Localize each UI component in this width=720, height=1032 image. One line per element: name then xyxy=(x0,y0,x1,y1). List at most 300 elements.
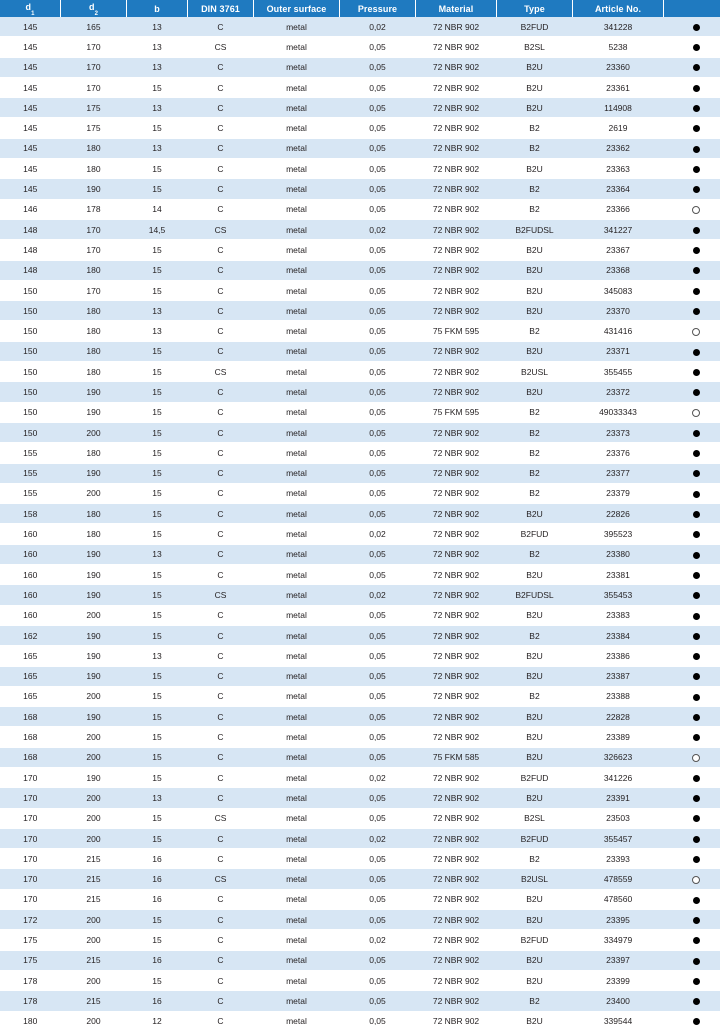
cell-outer-surface: metal xyxy=(254,869,340,889)
cell-din-3761: C xyxy=(188,991,254,1011)
cell-d1: 150 xyxy=(0,422,61,442)
cell-d1: 145 xyxy=(0,37,61,57)
cell-pressure: 0,05 xyxy=(340,747,416,767)
cell-din-3761: C xyxy=(188,504,254,524)
cell-article-no: 23503 xyxy=(573,808,664,828)
table-row xyxy=(0,970,720,990)
table-row xyxy=(0,1011,720,1031)
cell-d2: 215 xyxy=(61,849,127,869)
cell-d1: 162 xyxy=(0,625,61,645)
cell-material: 72 NBR 902 xyxy=(416,260,497,280)
cell-d1: 145 xyxy=(0,118,61,138)
cell-type: B2U xyxy=(497,889,573,909)
availability-hollow-icon xyxy=(692,409,700,417)
cell-pressure: 0,05 xyxy=(340,970,416,990)
cell-d2: 190 xyxy=(61,382,127,402)
cell-d1: 150 xyxy=(0,280,61,300)
cell-b: 15 xyxy=(127,240,188,260)
availability-filled-icon xyxy=(693,125,700,132)
availability-filled-icon xyxy=(693,998,700,1005)
cell-b: 15 xyxy=(127,504,188,524)
cell-outer-surface: metal xyxy=(254,625,340,645)
table-row xyxy=(0,118,720,138)
cell-article-no: 23395 xyxy=(573,910,664,930)
cell-outer-surface: metal xyxy=(254,219,340,239)
availability-filled-icon xyxy=(693,613,700,620)
cell-availability xyxy=(664,504,720,524)
cell-b: 15 xyxy=(127,382,188,402)
cell-din-3761: CS xyxy=(188,869,254,889)
cell-type: B2FUD xyxy=(497,524,573,544)
cell-outer-surface: metal xyxy=(254,138,340,158)
cell-outer-surface: metal xyxy=(254,727,340,747)
cell-availability xyxy=(664,828,720,848)
cell-d1: 170 xyxy=(0,828,61,848)
cell-material: 72 NBR 902 xyxy=(416,219,497,239)
availability-filled-icon xyxy=(693,166,700,173)
cell-material: 72 NBR 902 xyxy=(416,788,497,808)
cell-b: 15 xyxy=(127,159,188,179)
cell-b: 15 xyxy=(127,524,188,544)
cell-availability xyxy=(664,98,720,118)
cell-pressure: 0,02 xyxy=(340,828,416,848)
cell-pressure: 0,05 xyxy=(340,910,416,930)
cell-b: 15 xyxy=(127,930,188,950)
cell-material: 72 NBR 902 xyxy=(416,686,497,706)
cell-availability xyxy=(664,159,720,179)
cell-article-no: 23376 xyxy=(573,443,664,463)
cell-outer-surface: metal xyxy=(254,1011,340,1031)
cell-b: 15 xyxy=(127,970,188,990)
cell-din-3761: C xyxy=(188,443,254,463)
cell-article-no: 5238 xyxy=(573,37,664,57)
availability-filled-icon xyxy=(693,369,700,376)
cell-d1: 168 xyxy=(0,707,61,727)
cell-outer-surface: metal xyxy=(254,646,340,666)
cell-availability xyxy=(664,646,720,666)
cell-article-no: 326623 xyxy=(573,747,664,767)
cell-din-3761: C xyxy=(188,199,254,219)
cell-din-3761: C xyxy=(188,463,254,483)
cell-din-3761: C xyxy=(188,138,254,158)
cell-availability xyxy=(664,808,720,828)
cell-availability xyxy=(664,1011,720,1031)
cell-article-no: 23373 xyxy=(573,422,664,442)
availability-filled-icon xyxy=(693,247,700,254)
cell-d1: 180 xyxy=(0,1011,61,1031)
cell-din-3761: C xyxy=(188,646,254,666)
cell-availability xyxy=(664,341,720,361)
cell-d1: 158 xyxy=(0,504,61,524)
table-row xyxy=(0,504,720,524)
cell-material: 72 NBR 902 xyxy=(416,889,497,909)
cell-availability xyxy=(664,889,720,909)
cell-d1: 145 xyxy=(0,159,61,179)
cell-pressure: 0,05 xyxy=(340,280,416,300)
cell-b: 15 xyxy=(127,747,188,767)
cell-d1: 170 xyxy=(0,767,61,787)
column-header-d1: $d_1$ xyxy=(0,0,61,17)
cell-type: B2 xyxy=(497,422,573,442)
cell-d2: 190 xyxy=(61,544,127,564)
cell-din-3761: C xyxy=(188,98,254,118)
cell-d2: 200 xyxy=(61,422,127,442)
cell-d2: 200 xyxy=(61,483,127,503)
cell-article-no: 23397 xyxy=(573,950,664,970)
cell-material: 72 NBR 902 xyxy=(416,565,497,585)
cell-d2: 190 xyxy=(61,625,127,645)
cell-article-no: 23391 xyxy=(573,788,664,808)
column-header-material: Material xyxy=(416,0,497,17)
availability-filled-icon xyxy=(693,186,700,193)
cell-d1: 170 xyxy=(0,889,61,909)
cell-d2: 200 xyxy=(61,828,127,848)
cell-din-3761: C xyxy=(188,483,254,503)
cell-din-3761: C xyxy=(188,240,254,260)
cell-b: 15 xyxy=(127,362,188,382)
cell-din-3761: C xyxy=(188,57,254,77)
table-row xyxy=(0,422,720,442)
cell-b: 15 xyxy=(127,565,188,585)
cell-type: B2U xyxy=(497,970,573,990)
column-header-pressure: Pressure xyxy=(340,0,416,17)
availability-filled-icon xyxy=(693,470,700,477)
cell-b: 15 xyxy=(127,443,188,463)
column-header-b: b xyxy=(127,0,188,17)
cell-pressure: 0,05 xyxy=(340,1011,416,1031)
cell-d2: 190 xyxy=(61,585,127,605)
cell-material: 72 NBR 902 xyxy=(416,646,497,666)
cell-article-no: 22828 xyxy=(573,707,664,727)
cell-type: B2 xyxy=(497,199,573,219)
cell-availability xyxy=(664,666,720,686)
cell-d2: 170 xyxy=(61,219,127,239)
table-row xyxy=(0,321,720,341)
cell-type: B2U xyxy=(497,301,573,321)
cell-material: 75 FKM 595 xyxy=(416,321,497,341)
cell-b: 15 xyxy=(127,666,188,686)
cell-din-3761: C xyxy=(188,970,254,990)
cell-din-3761: C xyxy=(188,524,254,544)
availability-filled-icon xyxy=(693,734,700,741)
cell-article-no: 23384 xyxy=(573,625,664,645)
cell-d2: 190 xyxy=(61,707,127,727)
cell-b: 15 xyxy=(127,422,188,442)
cell-outer-surface: metal xyxy=(254,930,340,950)
cell-material: 72 NBR 902 xyxy=(416,17,497,37)
table-row xyxy=(0,37,720,57)
cell-pressure: 0,05 xyxy=(340,869,416,889)
cell-pressure: 0,05 xyxy=(340,889,416,909)
table-row xyxy=(0,707,720,727)
cell-b: 15 xyxy=(127,686,188,706)
table-row xyxy=(0,341,720,361)
cell-d2: 180 xyxy=(61,159,127,179)
cell-outer-surface: metal xyxy=(254,849,340,869)
cell-availability xyxy=(664,849,720,869)
table-header-row xyxy=(0,0,720,17)
cell-d2: 215 xyxy=(61,950,127,970)
cell-outer-surface: metal xyxy=(254,686,340,706)
cell-pressure: 0,02 xyxy=(340,767,416,787)
cell-d1: 170 xyxy=(0,788,61,808)
cell-pressure: 0,05 xyxy=(340,77,416,97)
cell-material: 72 NBR 902 xyxy=(416,199,497,219)
cell-availability xyxy=(664,727,720,747)
table-row xyxy=(0,849,720,869)
cell-b: 15 xyxy=(127,605,188,625)
cell-material: 72 NBR 902 xyxy=(416,159,497,179)
cell-d1: 178 xyxy=(0,991,61,1011)
cell-article-no: 23364 xyxy=(573,179,664,199)
cell-d1: 145 xyxy=(0,179,61,199)
cell-article-no: 23360 xyxy=(573,57,664,77)
cell-d1: 148 xyxy=(0,219,61,239)
cell-type: B2 xyxy=(497,402,573,422)
cell-outer-surface: metal xyxy=(254,565,340,585)
cell-b: 15 xyxy=(127,341,188,361)
cell-d2: 215 xyxy=(61,869,127,889)
table-row xyxy=(0,199,720,219)
cell-outer-surface: metal xyxy=(254,260,340,280)
cell-availability xyxy=(664,910,720,930)
cell-outer-surface: metal xyxy=(254,483,340,503)
cell-availability xyxy=(664,118,720,138)
cell-type: B2FUD xyxy=(497,767,573,787)
cell-din-3761: C xyxy=(188,159,254,179)
cell-d1: 150 xyxy=(0,402,61,422)
cell-article-no: 23383 xyxy=(573,605,664,625)
cell-article-no: 23370 xyxy=(573,301,664,321)
table-row xyxy=(0,219,720,239)
cell-pressure: 0,05 xyxy=(340,666,416,686)
cell-outer-surface: metal xyxy=(254,382,340,402)
cell-pressure: 0,05 xyxy=(340,463,416,483)
cell-b: 15 xyxy=(127,402,188,422)
cell-type: B2U xyxy=(497,57,573,77)
table-row xyxy=(0,17,720,37)
availability-filled-icon xyxy=(693,389,700,396)
table-body xyxy=(0,17,720,1031)
availability-filled-icon xyxy=(693,795,700,802)
cell-outer-surface: metal xyxy=(254,422,340,442)
cell-b: 15 xyxy=(127,585,188,605)
availability-filled-icon xyxy=(693,267,700,274)
cell-material: 72 NBR 902 xyxy=(416,767,497,787)
cell-availability xyxy=(664,57,720,77)
cell-din-3761: C xyxy=(188,788,254,808)
cell-outer-surface: metal xyxy=(254,585,340,605)
column-header-availability xyxy=(664,0,720,17)
cell-outer-surface: metal xyxy=(254,321,340,341)
cell-pressure: 0,05 xyxy=(340,849,416,869)
cell-d1: 165 xyxy=(0,666,61,686)
cell-pressure: 0,05 xyxy=(340,240,416,260)
cell-pressure: 0,05 xyxy=(340,138,416,158)
cell-pressure: 0,05 xyxy=(340,565,416,585)
cell-article-no: 23389 xyxy=(573,727,664,747)
cell-b: 15 xyxy=(127,260,188,280)
cell-b: 14,5 xyxy=(127,219,188,239)
cell-b: 15 xyxy=(127,483,188,503)
cell-b: 13 xyxy=(127,321,188,341)
availability-filled-icon xyxy=(693,592,700,599)
cell-pressure: 0,02 xyxy=(340,524,416,544)
cell-din-3761: C xyxy=(188,727,254,747)
cell-outer-surface: metal xyxy=(254,57,340,77)
cell-article-no: 23377 xyxy=(573,463,664,483)
cell-type: B2U xyxy=(497,950,573,970)
availability-filled-icon xyxy=(693,146,700,153)
cell-type: B2U xyxy=(497,1011,573,1031)
cell-din-3761: C xyxy=(188,301,254,321)
cell-article-no: 355455 xyxy=(573,362,664,382)
cell-d1: 175 xyxy=(0,950,61,970)
availability-filled-icon xyxy=(693,653,700,660)
cell-b: 16 xyxy=(127,849,188,869)
cell-d1: 150 xyxy=(0,362,61,382)
cell-article-no: 341226 xyxy=(573,767,664,787)
cell-din-3761: C xyxy=(188,686,254,706)
cell-availability xyxy=(664,950,720,970)
table-row xyxy=(0,98,720,118)
cell-d1: 168 xyxy=(0,747,61,767)
cell-type: B2FUDSL xyxy=(497,585,573,605)
cell-type: B2FUD xyxy=(497,930,573,950)
cell-din-3761: C xyxy=(188,402,254,422)
cell-b: 13 xyxy=(127,544,188,564)
cell-material: 75 FKM 585 xyxy=(416,747,497,767)
cell-d2: 200 xyxy=(61,686,127,706)
cell-din-3761: C xyxy=(188,17,254,37)
cell-availability xyxy=(664,443,720,463)
cell-article-no: 23388 xyxy=(573,686,664,706)
cell-type: B2 xyxy=(497,483,573,503)
cell-article-no: 341227 xyxy=(573,219,664,239)
cell-d1: 160 xyxy=(0,605,61,625)
cell-material: 72 NBR 902 xyxy=(416,483,497,503)
cell-material: 72 NBR 902 xyxy=(416,930,497,950)
subscript-1: 1 xyxy=(31,11,34,17)
cell-pressure: 0,05 xyxy=(340,199,416,219)
cell-outer-surface: metal xyxy=(254,504,340,524)
cell-din-3761: C xyxy=(188,889,254,909)
cell-d2: 190 xyxy=(61,666,127,686)
cell-d1: 146 xyxy=(0,199,61,219)
cell-availability xyxy=(664,240,720,260)
availability-filled-icon xyxy=(693,633,700,640)
cell-din-3761: C xyxy=(188,910,254,930)
cell-type: B2SL xyxy=(497,808,573,828)
cell-type: B2U xyxy=(497,646,573,666)
cell-d2: 200 xyxy=(61,1011,127,1031)
cell-material: 72 NBR 902 xyxy=(416,910,497,930)
cell-type: B2U xyxy=(497,707,573,727)
cell-outer-surface: metal xyxy=(254,402,340,422)
cell-outer-surface: metal xyxy=(254,443,340,463)
cell-type: B2U xyxy=(497,159,573,179)
cell-article-no: 23379 xyxy=(573,483,664,503)
cell-type: B2FUD xyxy=(497,828,573,848)
cell-outer-surface: metal xyxy=(254,707,340,727)
cell-material: 72 NBR 902 xyxy=(416,544,497,564)
column-header-type: Type xyxy=(497,0,573,17)
table-row xyxy=(0,565,720,585)
cell-article-no: 49033343 xyxy=(573,402,664,422)
table-row xyxy=(0,910,720,930)
cell-type: B2 xyxy=(497,625,573,645)
cell-b: 15 xyxy=(127,625,188,645)
cell-d2: 180 xyxy=(61,301,127,321)
cell-availability xyxy=(664,219,720,239)
cell-b: 13 xyxy=(127,57,188,77)
cell-material: 72 NBR 902 xyxy=(416,625,497,645)
cell-article-no: 2619 xyxy=(573,118,664,138)
cell-availability xyxy=(664,382,720,402)
cell-material: 72 NBR 902 xyxy=(416,504,497,524)
cell-article-no: 23363 xyxy=(573,159,664,179)
cell-availability xyxy=(664,402,720,422)
cell-article-no: 355457 xyxy=(573,828,664,848)
cell-d2: 190 xyxy=(61,402,127,422)
cell-material: 72 NBR 902 xyxy=(416,524,497,544)
cell-article-no: 23371 xyxy=(573,341,664,361)
cell-material: 72 NBR 902 xyxy=(416,808,497,828)
cell-din-3761: C xyxy=(188,565,254,585)
cell-b: 15 xyxy=(127,767,188,787)
cell-pressure: 0,05 xyxy=(340,686,416,706)
cell-material: 72 NBR 902 xyxy=(416,341,497,361)
cell-din-3761: C xyxy=(188,544,254,564)
cell-type: B2 xyxy=(497,118,573,138)
cell-outer-surface: metal xyxy=(254,910,340,930)
availability-filled-icon xyxy=(693,572,700,579)
cell-outer-surface: metal xyxy=(254,889,340,909)
cell-pressure: 0,05 xyxy=(340,321,416,341)
cell-b: 13 xyxy=(127,301,188,321)
cell-pressure: 0,05 xyxy=(340,625,416,645)
cell-d1: 150 xyxy=(0,321,61,341)
cell-d1: 150 xyxy=(0,382,61,402)
cell-b: 13 xyxy=(127,788,188,808)
table-row xyxy=(0,767,720,787)
table-row xyxy=(0,828,720,848)
cell-d2: 190 xyxy=(61,463,127,483)
cell-article-no: 114908 xyxy=(573,98,664,118)
cell-d1: 155 xyxy=(0,443,61,463)
cell-din-3761: C xyxy=(188,930,254,950)
cell-outer-surface: metal xyxy=(254,828,340,848)
cell-din-3761: C xyxy=(188,605,254,625)
availability-filled-icon xyxy=(693,897,700,904)
cell-material: 72 NBR 902 xyxy=(416,443,497,463)
cell-material: 72 NBR 902 xyxy=(416,179,497,199)
table-row xyxy=(0,402,720,422)
cell-d2: 180 xyxy=(61,341,127,361)
cell-din-3761: C xyxy=(188,382,254,402)
cell-outer-surface: metal xyxy=(254,767,340,787)
cell-type: B2SL xyxy=(497,37,573,57)
cell-article-no: 22826 xyxy=(573,504,664,524)
cell-outer-surface: metal xyxy=(254,362,340,382)
cell-type: B2U xyxy=(497,504,573,524)
availability-filled-icon xyxy=(693,552,700,559)
cell-availability xyxy=(664,747,720,767)
table-row xyxy=(0,443,720,463)
cell-outer-surface: metal xyxy=(254,991,340,1011)
cell-material: 72 NBR 902 xyxy=(416,118,497,138)
cell-d2: 180 xyxy=(61,504,127,524)
